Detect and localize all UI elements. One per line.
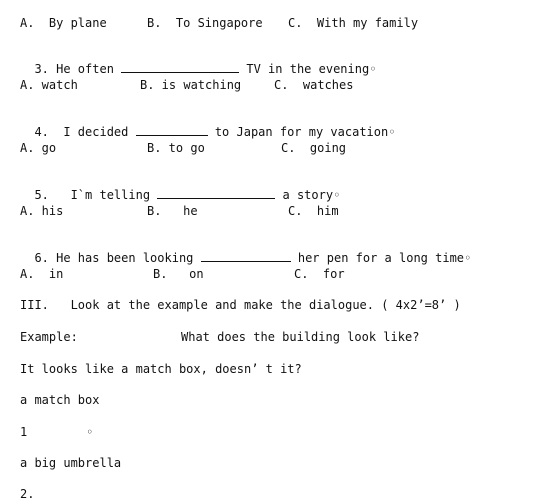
q6-option-a: A. in [20,267,64,281]
q3-option-c: C. watches [274,78,354,92]
q3-option-b: B. is watching [140,78,242,92]
q3-option-a: A. watch [20,78,78,92]
cue-match-box: a match box [20,393,100,407]
q3-text-after: TV in the evening◦ [239,62,377,76]
q6-text-after: her pen for a long time◦ [290,251,472,265]
q6-blank [201,250,291,262]
question-6 [20,236,471,265]
q3-text-before: 3. He often [34,62,122,76]
q4-option-c: C. going [281,141,347,155]
item-1-number: 1 [20,425,28,439]
q2-option-a: A. By plane [20,16,107,30]
question-4 [20,110,395,139]
example-answer: It looks like a match box, doesn’ t it? [20,362,302,376]
q4-text-before: 4. I decided [34,125,136,139]
question-5 [20,173,340,202]
q6-text-before: 6. He has been looking [34,251,201,265]
section-3-heading: III. Look at the example and make the dialogue. ( 4x2’=8’ ) [20,298,461,312]
item-1-period: ◦ [86,425,94,439]
q4-option-a: A. go [20,141,57,155]
q6-option-c: C. for [294,267,345,281]
q2-option-b: B. To Singapore [147,16,263,30]
item-2-number: 2. [20,487,35,501]
q5-blank [157,187,275,199]
q5-text-before: 5. I`m telling [34,188,158,202]
q5-option-a: A. his [20,204,64,218]
q4-blank [136,124,208,136]
q4-option-b: B. to go [147,141,205,155]
q5-option-b: B. he [147,204,198,218]
example-label: Example: [20,330,78,344]
example-question: What does the building look like? [181,330,420,344]
q6-option-b: B. on [153,267,204,281]
q3-blank [121,61,239,73]
question-3 [20,47,376,76]
q5-text-after: a story◦ [275,188,341,202]
q5-option-c: C. him [288,204,339,218]
q4-text-after: to Japan for my vacation◦ [207,125,396,139]
q2-option-c: C. With my family [288,16,419,30]
cue-big-umbrella: a big umbrella [20,456,122,470]
